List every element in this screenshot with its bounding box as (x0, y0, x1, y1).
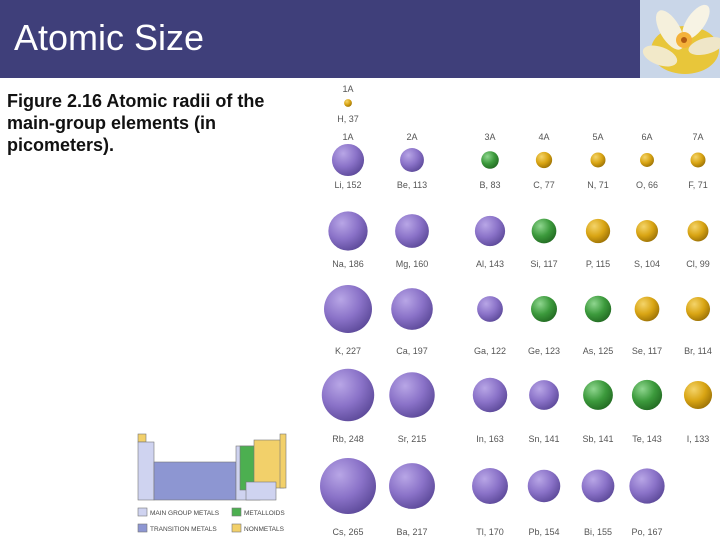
atom-label-pb: Pb, 154 (528, 527, 560, 537)
atom-label-f: F, 71 (688, 180, 708, 190)
atom-label-ga: Ga, 122 (473, 346, 507, 356)
figure-caption: Figure 2.16 Atomic radii of the main-group elements (in picometers). (7, 91, 265, 155)
atom-pb (528, 470, 561, 503)
atom-as (585, 296, 611, 322)
atom-na (328, 211, 367, 250)
atom-label-h: H, 37 (337, 114, 359, 124)
legend-label-main-group-metals: MAIN GROUP METALS (150, 510, 220, 517)
atom-h (344, 99, 352, 107)
atom-ca (391, 288, 433, 330)
atom-sr (389, 372, 434, 417)
atomic-radii-figure (300, 78, 720, 540)
legend-label-metalloids: METALLOIDS (244, 510, 285, 517)
group-label-1a: 1A (342, 132, 354, 142)
group-label-4a: 4A (538, 132, 550, 142)
atom-label-i: I, 133 (686, 434, 710, 444)
atom-label-n: N, 71 (587, 180, 609, 190)
slide-header (0, 0, 720, 78)
atom-mg (395, 214, 429, 248)
legend-label-transition-metals: TRANSITION METALS (150, 526, 217, 533)
atom-c (536, 152, 552, 168)
atom-label-o: O, 66 (635, 180, 659, 190)
atom-si (532, 219, 557, 244)
atom-br (686, 297, 710, 321)
mini-transition-metals (154, 462, 236, 500)
atom-al (475, 216, 505, 246)
atom-label-br: Br, 114 (684, 346, 712, 356)
legend-swatch-main-group-metals (138, 508, 147, 516)
group-label-2a: 2A (406, 132, 418, 142)
atom-cs (320, 458, 376, 514)
atom-label-ca: Ca, 197 (396, 346, 428, 356)
slide-title: Atomic Size (14, 17, 205, 58)
atomic-radii-chart (300, 78, 720, 540)
atom-se (635, 297, 660, 322)
atom-cl (688, 221, 709, 242)
atom-label-s: S, 104 (633, 259, 661, 269)
atom-sn (529, 380, 559, 410)
mini-main-metals-left (138, 442, 154, 500)
mini-group1-h (138, 434, 146, 442)
atom-label-al: Al, 143 (475, 259, 505, 269)
atom-label-as: As, 125 (582, 346, 614, 356)
legend-swatch-metalloids (232, 508, 241, 516)
atom-label-rb: Rb, 248 (332, 434, 364, 444)
atom-li (332, 144, 364, 176)
group-label-6a: 6A (641, 132, 653, 142)
atom-label-sr: Sr, 215 (397, 434, 427, 444)
atom-label-c: C, 77 (533, 180, 555, 190)
atom-s (636, 220, 658, 242)
atom-bi (582, 470, 615, 503)
group-label-3a: 3A (484, 132, 496, 142)
atom-label-ge: Ge, 123 (527, 346, 561, 356)
atom-label-mg: Mg, 160 (395, 259, 429, 269)
legend-swatch-transition-metals (138, 524, 147, 532)
atom-sb (583, 380, 613, 410)
mini-noble-column (280, 434, 286, 488)
atom-ga (477, 296, 503, 322)
atom-tl (472, 468, 508, 504)
atom-label-k: K, 227 (334, 346, 362, 356)
flower-photo-icon (640, 0, 720, 78)
atom-label-p: P, 115 (585, 259, 611, 269)
atom-label-po: Po, 167 (631, 527, 663, 537)
atom-label-b: B, 83 (479, 180, 501, 190)
atom-te (632, 380, 662, 410)
group-label-5a: 5A (592, 132, 604, 142)
atom-n (590, 152, 605, 167)
atom-rb (322, 369, 374, 421)
legend-swatch-nonmetals (232, 524, 241, 532)
atom-b (481, 151, 499, 169)
atom-label-sb: Sb, 141 (582, 434, 614, 444)
atom-label-tl: Tl, 170 (476, 527, 504, 537)
atom-label-li: Li, 152 (334, 180, 362, 190)
atom-label-in: In, 163 (476, 434, 504, 444)
atom-in (473, 378, 507, 412)
atom-f (690, 152, 705, 167)
atom-i (684, 381, 712, 409)
atom-ge (531, 296, 557, 322)
atom-label-be: Be, 113 (396, 180, 428, 190)
atom-k (324, 285, 372, 333)
atom-label-te: Te, 143 (632, 434, 662, 444)
mini-nonmetals-block (254, 440, 284, 488)
atom-label-ba: Ba, 217 (396, 527, 428, 537)
group-label-top-1a: 1A (342, 84, 354, 94)
atom-label-na: Na, 186 (332, 259, 364, 269)
atom-label-bi: Bi, 155 (583, 527, 613, 537)
atom-p (586, 219, 610, 243)
group-label-7a: 7A (692, 132, 704, 142)
mini-main-metals-bottom (246, 482, 276, 500)
atom-label-cs: Cs, 265 (332, 527, 364, 537)
atom-o (640, 153, 654, 167)
atom-label-sn: Sn, 141 (528, 434, 560, 444)
atom-label-se: Se, 117 (631, 346, 663, 356)
periodic-table-legend (136, 432, 296, 540)
atom-label-cl: Cl, 99 (686, 259, 710, 269)
atom-po (629, 468, 664, 503)
atom-label-si: Si, 117 (530, 259, 558, 269)
legend-label-nonmetals: NONMETALS (244, 526, 284, 533)
atom-ba (389, 463, 435, 509)
atom-be (400, 148, 424, 172)
